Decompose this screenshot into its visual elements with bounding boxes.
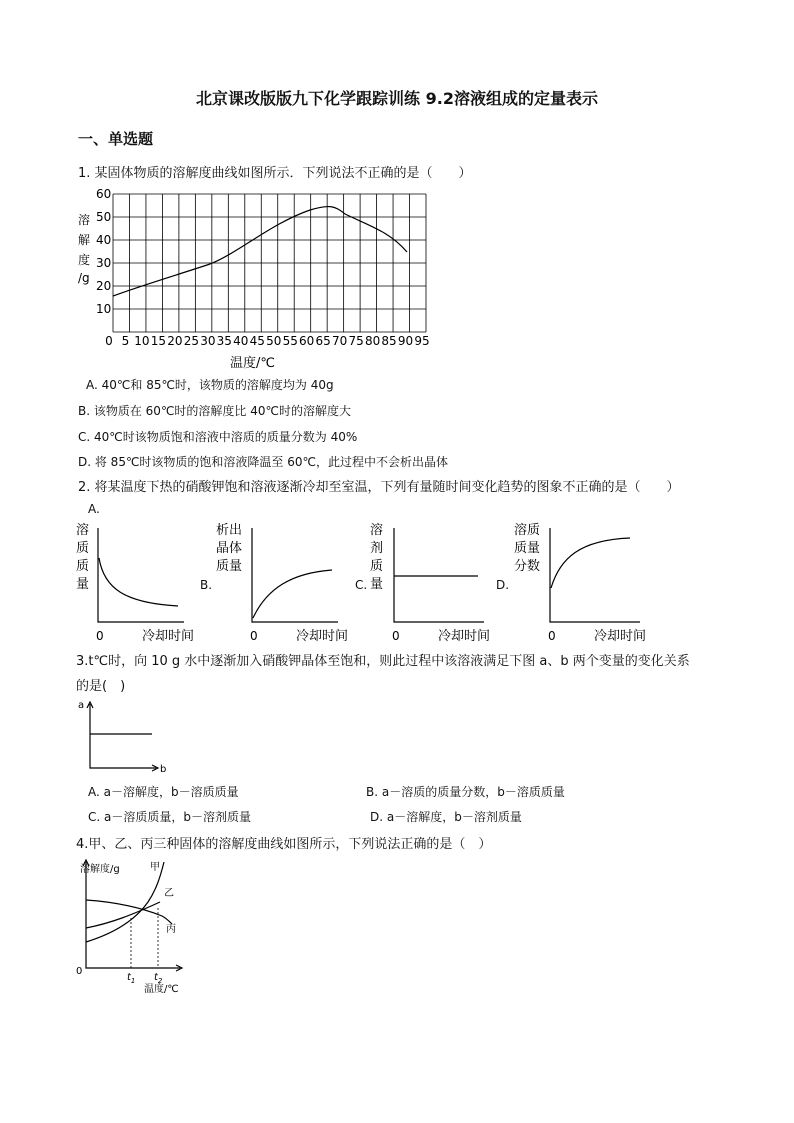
q1-stem: 1. 某固体物质的溶解度曲线如图所示．下列说法不正确的是（ ） [78,166,472,181]
q1-y-tick-label: 10 [96,302,112,316]
q2-graph-a [74,518,194,648]
q4-ylabel: 溶解度/g [80,864,120,875]
q1-y-tick-label: 40 [96,233,112,247]
q3-option-d[interactable]: D. a－溶解度，b－溶剂质量 [370,810,522,824]
q2d-ylabel-0: 溶质 [514,523,541,538]
q2b-origin: 0 [250,629,258,643]
q2d-ylabel-1: 质量 [514,541,541,556]
q2a-ylabel-1: 质 [76,541,90,556]
q1-x-tick-label: 10 [134,334,150,348]
q4-curve-yi [86,902,160,928]
q2b-xlabel: 冷却时间 [296,629,349,644]
q4-stem: 4.甲、乙、丙三种固体的溶解度曲线如图所示，下列说法正确的是（ ） [76,837,492,852]
q2a-xlabel: 冷却时间 [142,629,194,644]
q3-stem-line2: 的是( ) [76,679,126,694]
q1-x-tick-label: 65 [315,334,331,348]
q2a-origin: 0 [96,629,104,643]
q2-graph-b [212,518,362,648]
q1-xlabel: 温度/℃ [230,356,275,371]
q2-graph-d [510,518,660,648]
q1-x-tick-label: 5 [121,334,130,348]
q1-x-tick-label: 25 [183,334,200,348]
q1-x-tick-label: 75 [348,334,364,348]
q4-series-bing: 丙 [166,924,176,935]
q1-x-tick-label: 15 [150,334,167,348]
q2c-ylabel-2: 质 [370,559,384,574]
q4-t2: $t_2$ [154,972,163,985]
q4-series-yi: 乙 [164,888,174,899]
q1-grid [113,194,426,332]
q1-x-tick-label: 35 [216,334,232,348]
q2c-ylabel-3: 量 [370,577,384,592]
q4-origin: 0 [76,966,83,977]
q1-x-tick-label: 30 [200,334,216,348]
q1-y-tick-label: 60 [96,187,112,201]
q2-stem: 2. 将某温度下热的硝酸钾饱和溶液逐渐冷却至室温，下列有量随时间变化趋势的图象不正确的是（ ） [78,480,680,495]
q3-b-label: b [160,764,167,775]
q2-option-a-letter[interactable]: A. [88,502,100,516]
q1-solubility-curve [113,207,407,296]
q2b-ylabel-1: 晶体 [216,541,243,556]
q1-x-tick-label: 40 [233,334,249,348]
q2b-curve [253,570,332,618]
q4-xlabel: 温度/℃ [144,984,179,995]
q2a-ylabel-2: 质 [76,559,90,574]
q1-x-tick-label: 0 [105,334,113,348]
q2-option-b-letter[interactable]: B. [200,578,213,592]
q1-x-tick-label: 95 [414,334,430,348]
q2a-ylabel-0: 溶 [76,523,90,538]
q1-x-tick-label: 45 [249,334,265,348]
q2c-origin: 0 [392,629,400,643]
page-title: 北京课改版版九下化学跟踪训练 9.2溶液组成的定量表示 [196,89,598,108]
q1-x-tick-label: 80 [364,334,381,348]
section-heading: 一、单选题 [78,130,154,148]
q2c-xlabel: 冷却时间 [438,629,491,644]
q3-option-b[interactable]: B. a－溶质的质量分数，b－溶质质量 [366,785,565,799]
q1-x-tick-label: 50 [266,334,282,348]
q4-solubility-graph [72,856,202,996]
q1-x-tick-label: 85 [381,334,397,348]
q2b-ylabel-0: 析出 [216,523,243,538]
q1-option-d[interactable]: D. 将 85℃时该物质的饱和溶液降温至 60℃，此过程中不会析出晶体 [78,455,448,469]
q1-ylabel-3: /g [78,271,90,285]
q1-x-tick-label: 70 [331,334,348,348]
q2c-ylabel-0: 溶 [370,523,384,538]
q1-y-tick-label: 30 [96,256,112,270]
q2a-ylabel-3: 量 [76,577,90,592]
q2d-xlabel: 冷却时间 [594,629,647,644]
q3-stem-line1: 3.t℃时，向 10 g 水中逐渐加入硝酸钾晶体至饱和，则此过程中该溶液满足下图 a、b 两个变量的变化关系 [76,654,690,669]
q4-t1: $t_1$ [127,972,136,985]
q1-solubility-chart [70,184,450,374]
q1-x-tick-label: 90 [397,334,414,348]
q4-curve-bing [86,900,172,924]
q1-option-b[interactable]: B. 该物质在 60℃时的溶解度比 40℃时的溶解度大 [78,404,351,418]
q4-series-jia: 甲 [150,862,160,873]
q3-option-c[interactable]: C. a－溶质质量，b－溶剂质量 [88,810,251,824]
q1-ylabel-0: 溶 [78,213,91,227]
q3-option-a[interactable]: A. a－溶解度，b－溶质质量 [88,785,239,799]
q2a-curve [99,558,178,606]
q1-option-c[interactable]: C. 40℃时该物质饱和溶液中溶质的质量分数为 40% [78,430,358,444]
q1-x-tick-label: 60 [299,334,315,348]
q3-a-label: a [78,700,85,711]
q2-option-d-letter[interactable]: D. [496,578,510,592]
q1-x-tick-label: 20 [167,334,183,348]
q2-option-c-letter[interactable]: C. [355,578,368,592]
q2d-curve [551,538,630,588]
q2-graph-c [366,518,500,648]
q1-y-tick-label: 20 [96,279,112,293]
q1-option-a[interactable]: A. 40℃和 85℃时，该物质的溶解度均为 40g [86,378,334,392]
q1-y-tick-label: 50 [96,210,112,224]
q2d-origin: 0 [548,629,556,643]
q2b-ylabel-2: 质量 [216,559,243,574]
q2c-ylabel-1: 剂 [370,541,384,556]
q2d-ylabel-2: 分数 [514,559,541,574]
q3-graph [76,698,176,776]
q1-ylabel-1: 解 [78,233,91,247]
q1-x-tick-label: 55 [282,334,298,348]
q1-ylabel-2: 度 [78,253,91,267]
